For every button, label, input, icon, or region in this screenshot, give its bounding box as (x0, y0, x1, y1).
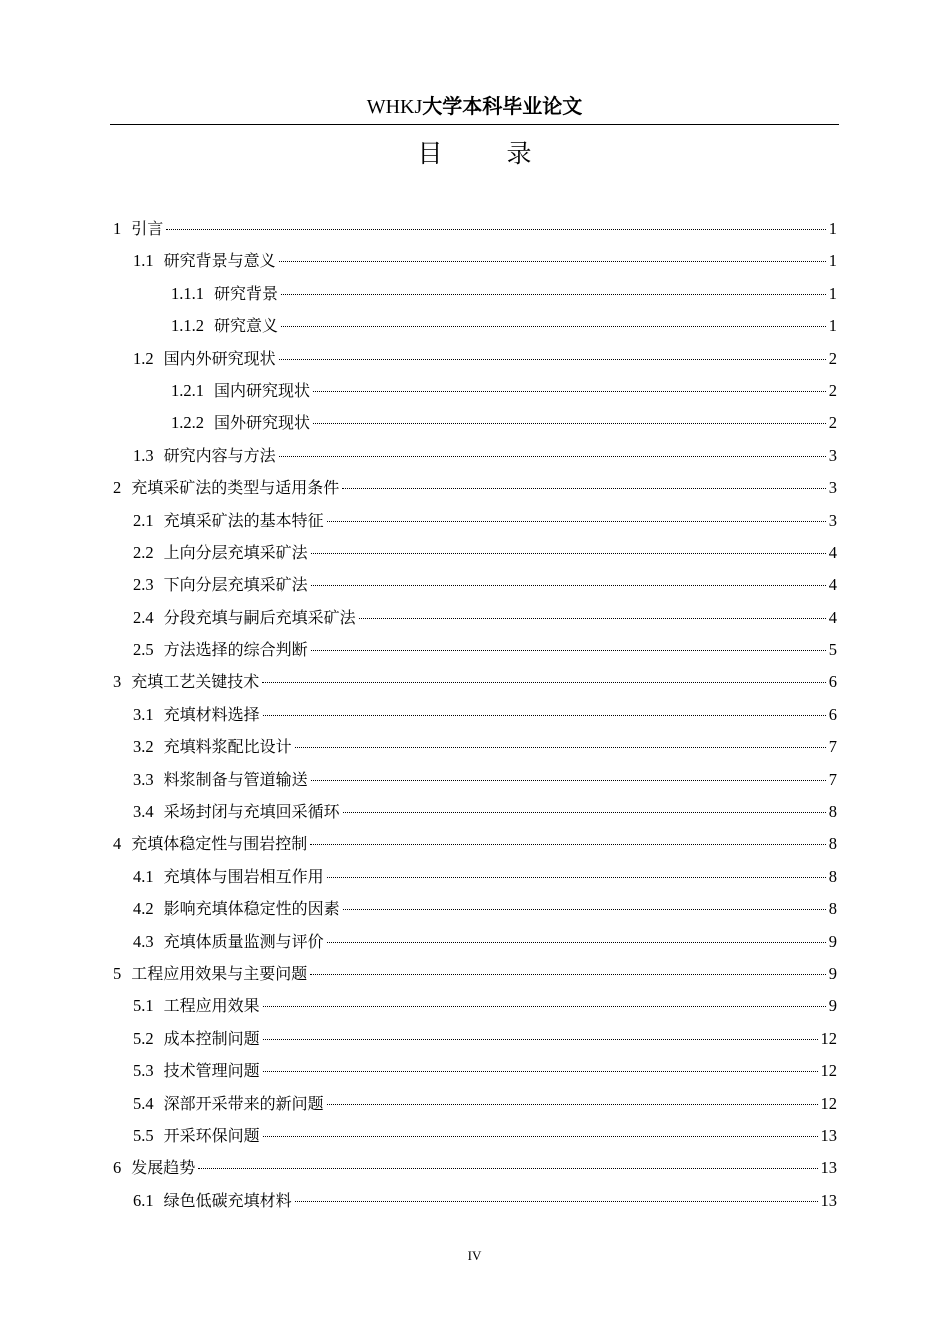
toc-dot-leader (343, 909, 826, 910)
toc-entry-page: 13 (820, 1190, 837, 1210)
toc-dot-leader (327, 1104, 818, 1105)
toc-entry-title: 工程应用效果 (163, 996, 260, 1016)
toc-entry[interactable] (113, 440, 837, 472)
toc-entry-page: 9 (828, 996, 837, 1016)
header-cjk-text: 大学本科毕业论文 (422, 94, 583, 118)
toc-entry-title: 发展趋势 (131, 1158, 196, 1178)
toc-entry-number: 1.2.1 (171, 380, 204, 400)
toc-entry-number: 5.5 (133, 1125, 154, 1145)
toc-entry-title: 深部开采带来的新问题 (163, 1093, 324, 1113)
toc-entry-page: 7 (828, 737, 837, 757)
toc-entry[interactable] (113, 926, 837, 958)
toc-dot-leader (281, 294, 826, 295)
toc-entry-title: 充填料浆配比设计 (163, 737, 292, 757)
toc-entry[interactable] (113, 245, 837, 277)
toc-dot-leader (343, 812, 826, 813)
toc-dot-leader (310, 974, 825, 975)
toc-dot-leader (359, 618, 826, 619)
toc-dot-leader (311, 780, 826, 781)
toc-entry-number: 1.1 (133, 251, 154, 271)
toc-entry-page: 1 (828, 251, 837, 271)
toc-entry-number: 5.1 (133, 996, 154, 1016)
toc-entry-number: 1 (113, 219, 122, 238)
toc-entry[interactable] (113, 310, 837, 342)
toc-entry-page: 2 (828, 348, 837, 368)
toc-entry[interactable] (113, 828, 837, 860)
toc-entry-title: 充填体质量监测与评价 (163, 931, 324, 951)
toc-dot-leader (311, 650, 826, 651)
toc-entry[interactable] (113, 407, 837, 439)
toc-entry-title: 研究内容与方法 (163, 445, 276, 465)
toc-dot-leader (262, 682, 825, 683)
toc-dot-leader (281, 326, 826, 327)
toc-entry-title: 绿色低碳充填材料 (163, 1190, 292, 1210)
header-latin-text: WHKJ (366, 96, 423, 118)
toc-dot-leader (279, 359, 826, 360)
toc-dot-leader (198, 1168, 817, 1169)
toc-dot-leader (313, 423, 826, 424)
toc-entry[interactable] (113, 1120, 837, 1152)
toc-entry-page: 12 (820, 1093, 837, 1113)
toc-entry-page: 13 (820, 1125, 837, 1145)
toc-entry-title: 充填工艺关键技术 (131, 672, 260, 692)
toc-dot-leader (327, 877, 826, 878)
toc-entry-title: 影响充填体稳定性的因素 (163, 899, 340, 919)
header-rule (110, 124, 839, 125)
toc-entry-number: 4.2 (133, 899, 154, 919)
toc-entry-page: 3 (828, 478, 837, 498)
toc-entry[interactable] (113, 764, 837, 796)
toc-entry-number: 5.4 (133, 1093, 154, 1113)
toc-entry-number: 3.4 (133, 802, 154, 822)
toc-dot-leader (313, 391, 826, 392)
toc-entry-page: 12 (820, 1061, 837, 1081)
toc-entry-title: 国内外研究现状 (163, 348, 276, 368)
toc-dot-leader (295, 1201, 818, 1202)
toc-entry-number: 1.2.2 (171, 413, 204, 433)
toc-entry-page: 1 (828, 219, 837, 238)
toc-entry-page: 3 (828, 510, 837, 530)
toc-entry-page: 1 (828, 316, 837, 336)
toc-entry-number: 3.3 (133, 769, 154, 789)
toc-entry-page: 9 (828, 931, 837, 951)
toc-entry-page: 2 (828, 413, 837, 433)
toc-dot-leader (279, 456, 826, 457)
toc-entry-page: 12 (820, 1028, 837, 1048)
toc-entry-page: 1 (828, 283, 837, 303)
toc-entry[interactable] (113, 1055, 837, 1087)
toc-entry-number: 3.2 (133, 737, 154, 757)
toc-entry-number: 2.4 (133, 607, 154, 627)
toc-dot-leader (263, 1006, 826, 1007)
toc-entry-number: 2 (113, 478, 122, 498)
toc-dot-leader (263, 1071, 818, 1072)
toc-entry-title: 研究背景与意义 (163, 251, 276, 271)
toc-entry-number: 5.2 (133, 1028, 154, 1048)
toc-entry[interactable] (113, 569, 837, 601)
toc-entry-title: 工程应用效果与主要问题 (131, 963, 308, 983)
toc-entry[interactable] (113, 343, 837, 375)
toc-entry-number: 2.1 (133, 510, 154, 530)
toc-entry-page: 7 (828, 769, 837, 789)
toc-entry-page: 5 (828, 640, 837, 660)
toc-entry-number: 1.1.1 (171, 283, 204, 303)
toc-entry-page: 8 (828, 899, 837, 919)
toc-entry[interactable] (113, 958, 837, 990)
toc-entry-number: 4.3 (133, 931, 154, 951)
toc-entry-title: 充填采矿法的基本特征 (163, 510, 324, 530)
toc-entry-title: 方法选择的综合判断 (163, 640, 308, 660)
toc-entry[interactable] (113, 893, 837, 925)
toc-entry[interactable] (113, 213, 837, 245)
toc-dot-leader (263, 1039, 818, 1040)
toc-dot-leader (295, 747, 826, 748)
toc-entry-number: 4 (113, 834, 122, 854)
toc-entry[interactable] (113, 796, 837, 828)
toc-entry-title: 研究背景 (214, 283, 279, 303)
toc-entry[interactable] (113, 537, 837, 569)
toc-entry-page: 8 (828, 834, 837, 854)
toc-entry-number: 4.1 (133, 866, 154, 886)
toc-entry-page: 6 (828, 704, 837, 724)
toc-dot-leader (342, 488, 825, 489)
toc-dot-leader (311, 585, 826, 586)
toc-title: 目 录 (417, 139, 560, 168)
toc-entry-page: 4 (828, 607, 837, 627)
toc-entry-title: 充填材料选择 (163, 704, 260, 724)
toc-entry-number: 2.5 (133, 640, 154, 660)
table-of-contents (113, 213, 837, 1217)
toc-entry-title: 上向分层充填采矿法 (163, 542, 308, 562)
toc-dot-leader (279, 261, 826, 262)
toc-entry-title: 开采环保问题 (163, 1125, 260, 1145)
toc-entry-number: 1.3 (133, 445, 154, 465)
toc-entry-number: 2.3 (133, 575, 154, 595)
toc-entry-number: 1.2 (133, 348, 154, 368)
toc-entry-title: 成本控制问题 (163, 1028, 260, 1048)
toc-entry-page: 6 (828, 672, 837, 692)
toc-entry[interactable] (113, 634, 837, 666)
toc-entry-number: 2.2 (133, 542, 154, 562)
toc-entry-title: 技术管理问题 (163, 1061, 260, 1081)
toc-dot-leader (310, 844, 825, 845)
toc-entry-number: 5.3 (133, 1061, 154, 1081)
toc-entry-title: 国外研究现状 (214, 413, 311, 433)
toc-dot-leader (327, 942, 826, 943)
toc-entry-number: 6.1 (133, 1190, 154, 1210)
running-header (110, 93, 839, 120)
toc-entry-title: 引言 (131, 219, 164, 238)
toc-entry[interactable] (113, 472, 837, 504)
toc-entry-title: 料浆制备与管道输送 (163, 769, 308, 789)
toc-entry-title: 充填采矿法的类型与适用条件 (131, 478, 340, 498)
toc-entry[interactable] (113, 699, 837, 731)
toc-entry-title: 充填体稳定性与围岩控制 (131, 834, 308, 854)
toc-entry[interactable] (113, 990, 837, 1022)
toc-entry-number: 5 (113, 963, 122, 983)
toc-entry-number: 3 (113, 672, 122, 692)
toc-entry[interactable] (113, 731, 837, 763)
page-number: IV (467, 1248, 482, 1263)
toc-entry-number: 3.1 (133, 704, 154, 724)
toc-entry-page: 3 (828, 445, 837, 465)
toc-entry[interactable] (113, 1088, 837, 1120)
toc-entry-page: 4 (828, 542, 837, 562)
toc-entry[interactable] (113, 861, 837, 893)
toc-entry-title: 采场封闭与充填回采循环 (163, 802, 340, 822)
toc-entry-page: 8 (828, 866, 837, 886)
toc-dot-leader (263, 715, 826, 716)
toc-entry-number: 6 (113, 1158, 122, 1178)
toc-entry-page: 8 (828, 802, 837, 822)
toc-entry-page: 9 (828, 963, 837, 983)
toc-entry-page: 13 (820, 1158, 837, 1178)
toc-dot-leader (311, 553, 826, 554)
toc-entry[interactable] (113, 1023, 837, 1055)
toc-entry[interactable] (113, 505, 837, 537)
toc-entry-title: 国内研究现状 (214, 380, 311, 400)
toc-entry[interactable] (113, 602, 837, 634)
toc-entry[interactable] (113, 666, 837, 698)
toc-entry-page: 2 (828, 380, 837, 400)
toc-entry[interactable] (113, 278, 837, 310)
toc-dot-leader (166, 229, 825, 230)
toc-entry[interactable] (113, 1152, 837, 1184)
toc-entry-title: 下向分层充填采矿法 (163, 575, 308, 595)
toc-entry-title: 充填体与围岩相互作用 (163, 866, 324, 886)
toc-entry-title: 研究意义 (214, 316, 279, 336)
toc-entry-page: 4 (828, 575, 837, 595)
toc-dot-leader (263, 1136, 818, 1137)
toc-entry-number: 1.1.2 (171, 316, 204, 336)
toc-entry[interactable] (113, 1185, 837, 1217)
toc-entry[interactable] (113, 375, 837, 407)
toc-entry-title: 分段充填与嗣后充填采矿法 (163, 607, 356, 627)
toc-dot-leader (327, 521, 826, 522)
